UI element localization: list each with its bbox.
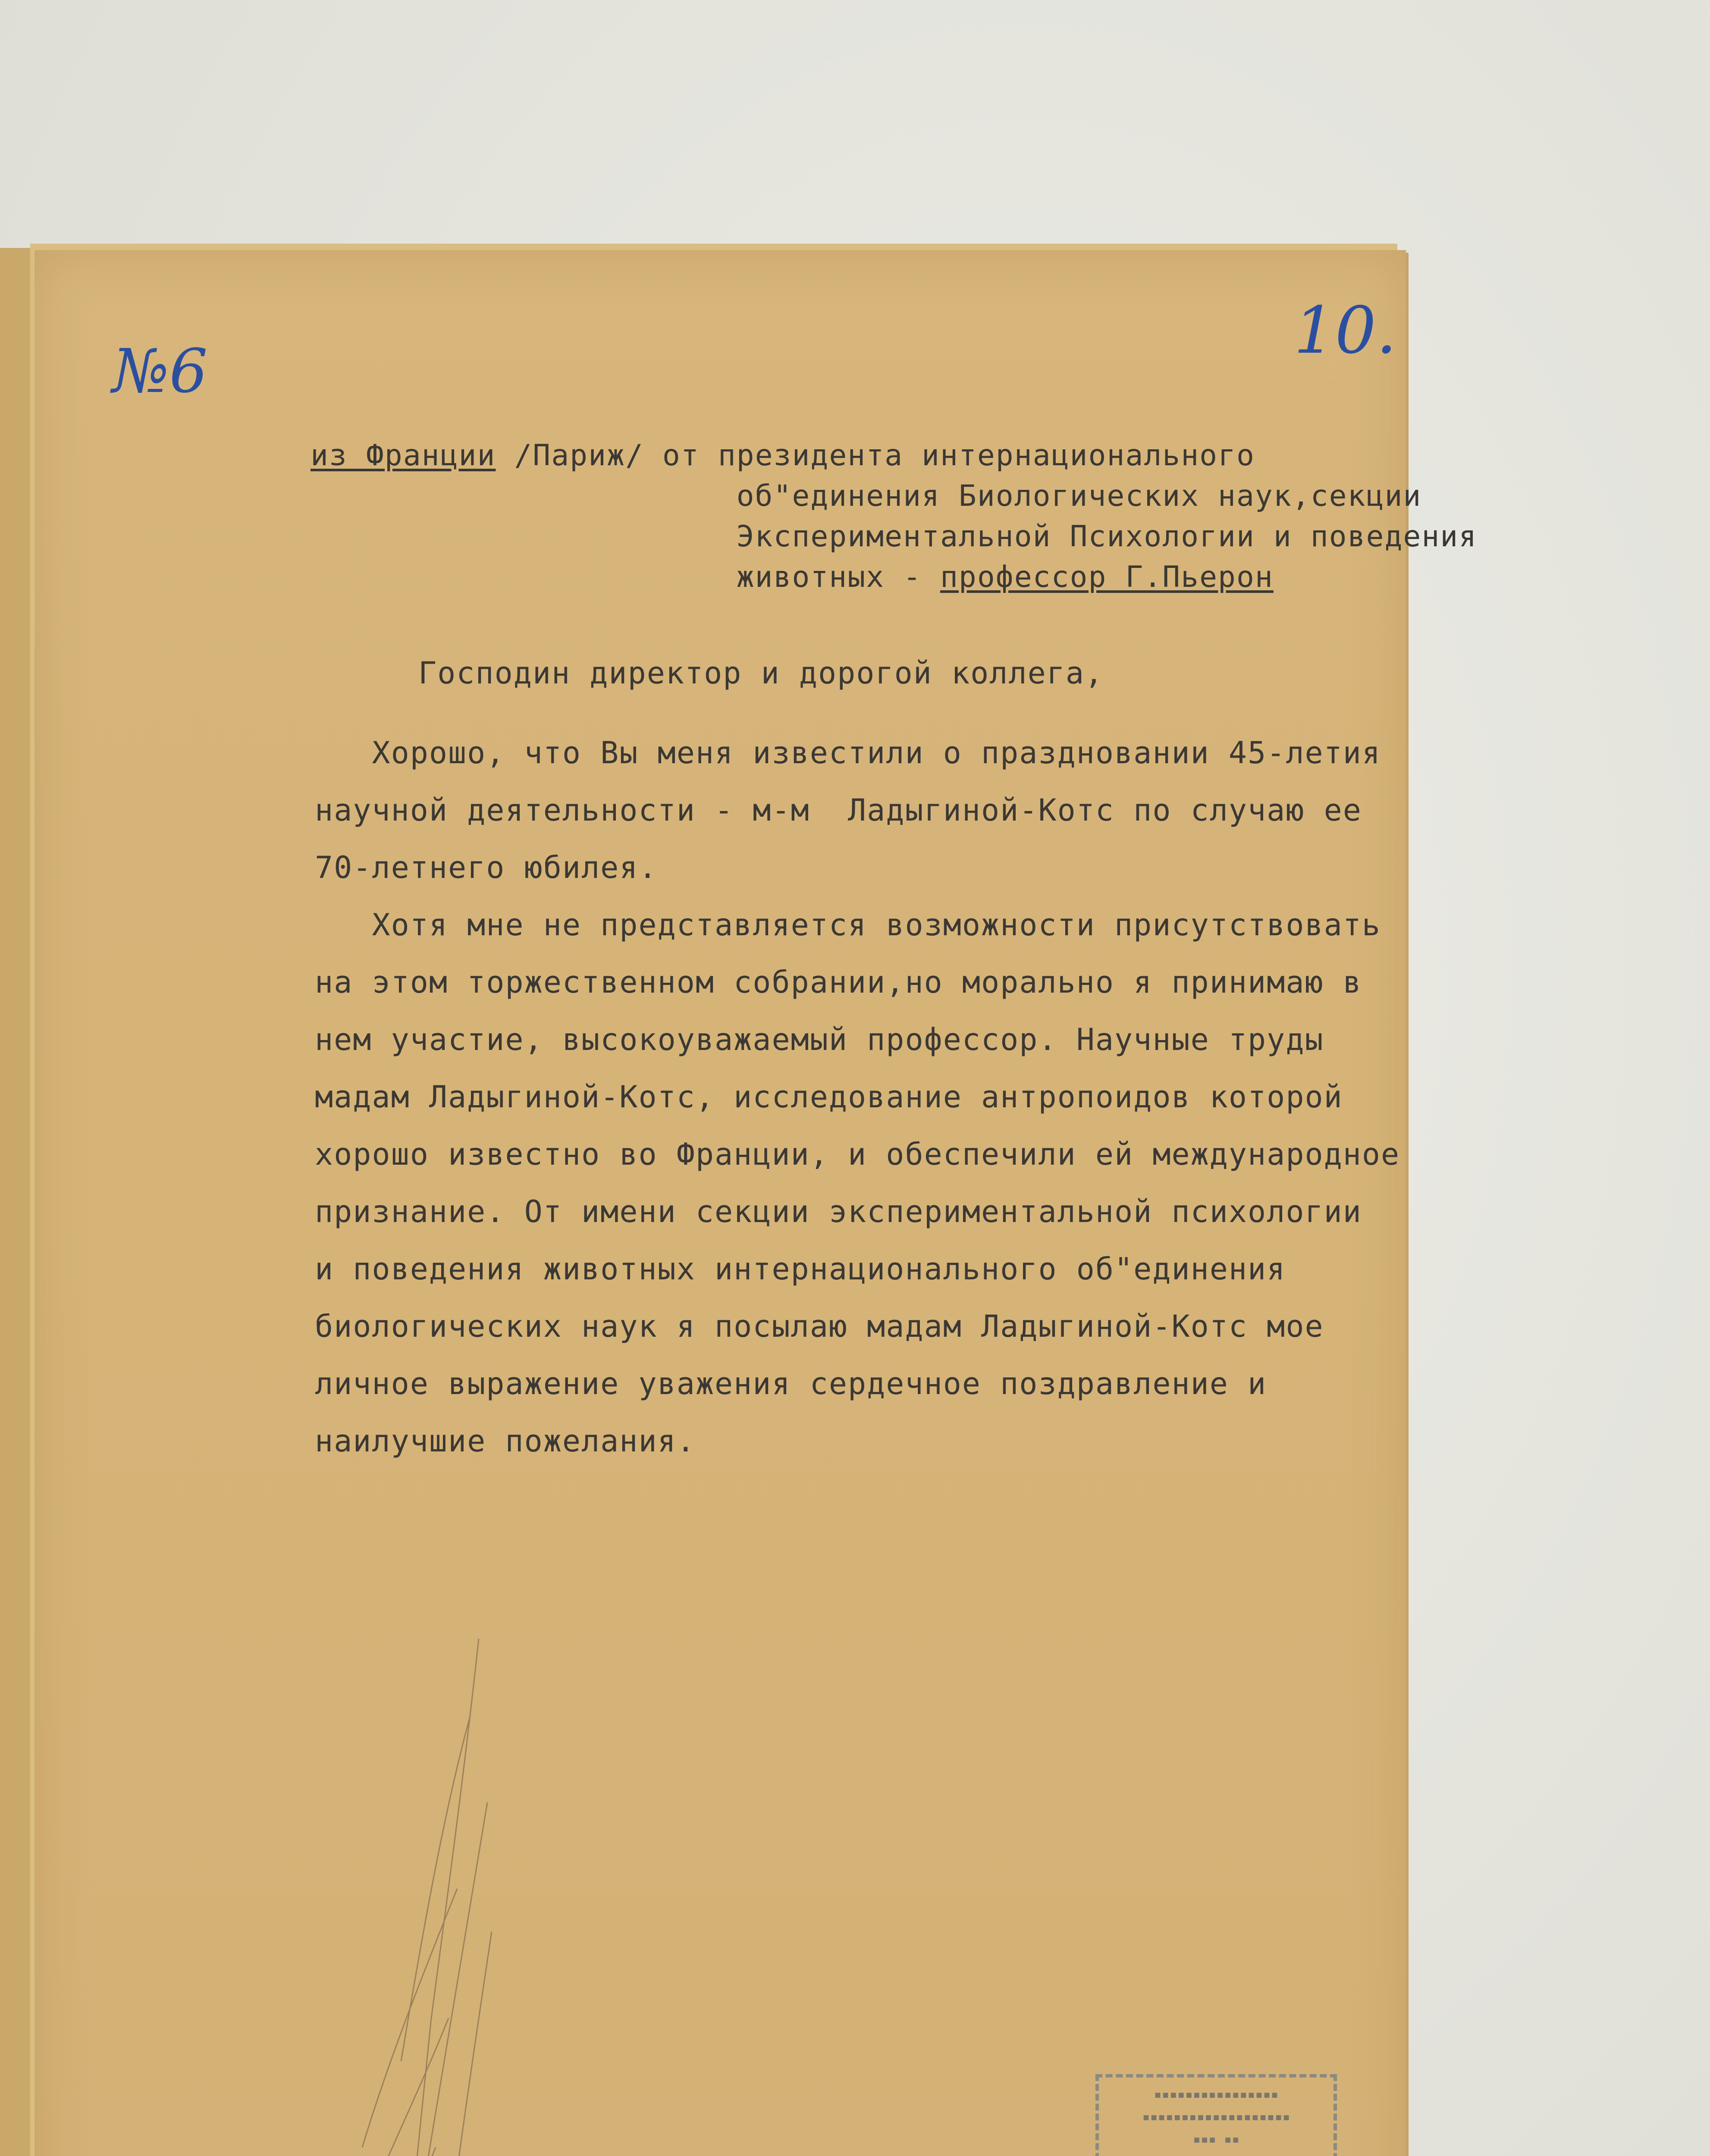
header-line-1: от президента интернационального <box>662 439 1255 473</box>
body-line: наилучшие пожелания. <box>315 1423 696 1459</box>
body-line: научной деятельности - м-м Ладыгиной-Котс по случаю ее <box>315 793 1362 828</box>
header-line-4-prefix: животных - <box>736 560 940 594</box>
body-line: хорошо известно во Франции, и обеспечили ей международное <box>315 1137 1400 1172</box>
stamp-illegible-line: ▪▪▪▪▪▪▪▪▪▪▪▪▪▪▪▪ <box>1154 2087 1279 2102</box>
body-line: признание. От имени секции экспериментальной психологии <box>315 1194 1362 1229</box>
body-line: биологических наук я посылаю мадам Ладыгиной-Котс мое <box>315 1309 1324 1344</box>
body-line: на этом торжественном собрании,но морально я принимаю в <box>315 965 1362 1000</box>
body-line: Хотя мне не представляется возможности присутствовать <box>315 907 1381 943</box>
archive-stamp <box>1095 2074 1337 2156</box>
handwritten-item-number: №6 <box>112 336 208 407</box>
body-line: и поведения животных интернационального об"единения <box>315 1251 1286 1287</box>
header-author: профессор Г.Пьерон <box>940 560 1274 594</box>
letter-body <box>315 724 1436 1470</box>
stamp-illegible-line: ▪▪▪ ▪▪ <box>1192 2132 1240 2147</box>
header-line-3: Экспериментальной Психологии и поведения <box>736 520 1478 554</box>
body-line: личное выражение уважения сердечное поздравление и <box>315 1366 1267 1401</box>
handwritten-page-number: 10. <box>1294 293 1397 368</box>
header-line-2: об"единения Биологических наук,секции <box>736 479 1422 513</box>
header-from-country: из Франции <box>311 439 496 473</box>
header-from-city: /Париж/ <box>514 439 644 473</box>
pencil-scribble-mark <box>336 1630 552 2156</box>
letter-greeting: Господин директор и дорогой коллега, <box>418 655 1104 691</box>
body-line: нем участие, высокоуважаемый профессор. Научные труды <box>315 1022 1324 1057</box>
body-line: Хорошо, что Вы меня известили о праздновании 45-летия <box>315 735 1381 771</box>
letter-header <box>311 436 1478 598</box>
body-line: 70-летнего юбилея. <box>315 850 658 885</box>
document-page <box>35 250 1478 2156</box>
stamp-illegible-line: ▪▪▪▪▪▪▪▪▪▪▪▪▪▪▪▪▪▪▪ <box>1142 2109 1290 2125</box>
body-line: мадам Ладыгиной-Котс, исследование антропоидов которой <box>315 1079 1343 1115</box>
